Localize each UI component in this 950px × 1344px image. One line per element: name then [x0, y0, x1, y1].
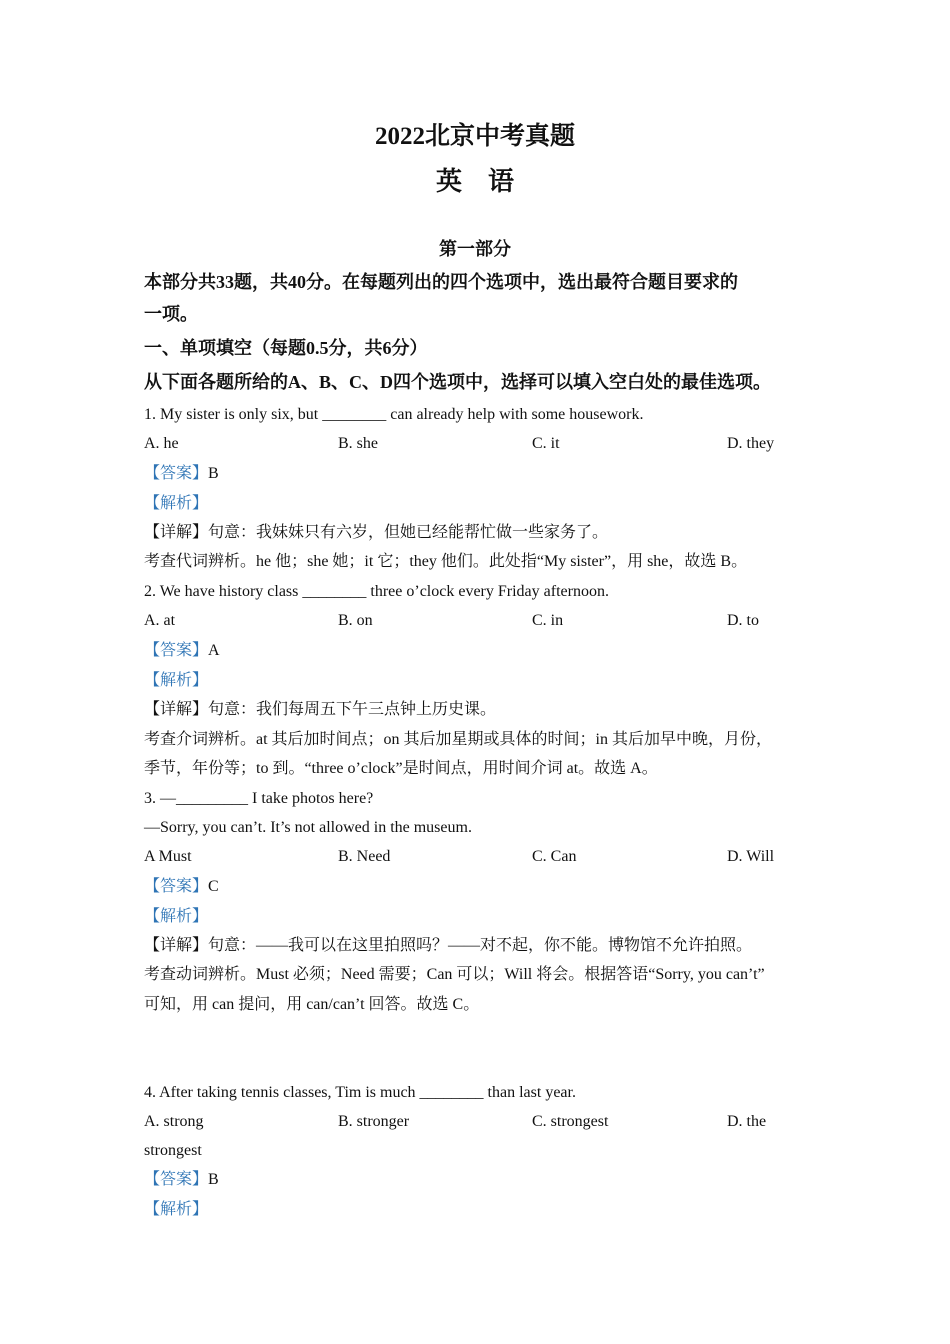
q2-detail-2: 考查介词辨析。at 其后加时间点；on 其后加星期或具体的时间；in 其后加早中晚，月份， [144, 731, 772, 748]
part-heading: 第一部分 [439, 239, 511, 259]
q1-detail-2: 考查代词辨析。he 他；she 她；it 它；they 他们。此处指“My sister”，用 she，故选 B。 [144, 553, 748, 570]
part-instruction-line2: 一项。 [144, 304, 198, 324]
q4-option-d: D. the [727, 1113, 767, 1130]
q1-stem: 1. My sister is only six, but ________ can already help with some housework. [144, 406, 644, 423]
q2-option-c: C. in [532, 612, 564, 629]
answer-label: 【答案】 [144, 1171, 209, 1188]
q3-stem-1: 3. —_________ I take photos here? [144, 790, 374, 807]
answer-label: 【答案】 [144, 642, 209, 659]
q2-answer [144, 641, 220, 661]
q3-detail-2: 考查动词辨析。Must 必须；Need 需要；Can 可以；Will 将会。根据答语“Sorry, you can’t” [144, 966, 765, 983]
q3-option-a: A Must [144, 848, 192, 865]
q1-answer [144, 464, 219, 484]
section1-direction: 从下面各题所给的A、B、C、D四个选项中，选择可以填入空白处的最佳选项。 [144, 372, 771, 392]
q2-option-d: D. to [727, 612, 759, 629]
q4-analysis-label: 【解析】 [144, 1201, 209, 1218]
q4-stem: 4. After taking tennis classes, Tim is much ________ than last year. [144, 1084, 576, 1101]
exam-title: 2022北京中考真题 [374, 123, 575, 150]
answer-label: 【答案】 [144, 878, 209, 895]
q3-option-d: D. Will [727, 848, 775, 865]
q4-option-a: A. strong [144, 1113, 204, 1130]
answer-label: 【答案】 [144, 465, 209, 482]
q2-option-a: A. at [144, 612, 176, 629]
q4-option-c: C. strongest [532, 1113, 609, 1130]
q3-detail-1: 【详解】句意：——我可以在这里拍照吗？——对不起，你不能。博物馆不允许拍照。 [144, 937, 753, 954]
subject-title: 英语 [435, 167, 540, 196]
q4-option-b: B. stronger [338, 1113, 410, 1130]
q2-detail-1: 【详解】句意：我们每周五下午三点钟上历史课。 [144, 701, 497, 718]
q1-analysis-label: 【解析】 [144, 495, 209, 512]
answer-value: B [208, 465, 219, 482]
q3-option-c: C. Can [532, 848, 577, 865]
q2-detail-3: 季节，年份等；to 到。“three o’clock”是时间点，用时间介词 at。故选 A。 [144, 760, 658, 777]
q1-option-a: A. he [144, 435, 179, 452]
q1-detail-1: 【详解】句意：我妹妹只有六岁，但她已经能帮忙做一些家务了。 [144, 524, 609, 541]
q1-option-c: C. it [532, 435, 560, 452]
q4-option-d-wrap: strongest [144, 1142, 202, 1159]
answer-value: A [208, 642, 220, 659]
q3-analysis-label: 【解析】 [144, 908, 209, 925]
part-instruction-line1: 本部分共33题，共40分。在每题列出的四个选项中，选出最符合题目要求的 [144, 272, 738, 292]
q1-option-d: D. they [727, 435, 775, 452]
q2-option-b: B. on [338, 612, 373, 629]
section1-heading: 一、单项填空（每题0.5分，共6分） [144, 338, 428, 358]
q2-stem: 2. We have history class ________ three o’clock every Friday afternoon. [144, 583, 609, 600]
answer-value: C [208, 878, 219, 895]
q3-option-b: B. Need [338, 848, 391, 865]
q3-answer [144, 877, 219, 897]
q2-analysis-label: 【解析】 [144, 672, 209, 689]
q1-option-b: B. she [338, 435, 378, 452]
q3-detail-3: 可知，用 can 提问，用 can/can’t 回答。故选 C。 [144, 996, 480, 1013]
answer-value: B [208, 1171, 219, 1188]
q4-answer [144, 1170, 219, 1190]
q3-stem-2: —Sorry, you can’t. It’s not allowed in the museum. [144, 819, 472, 836]
